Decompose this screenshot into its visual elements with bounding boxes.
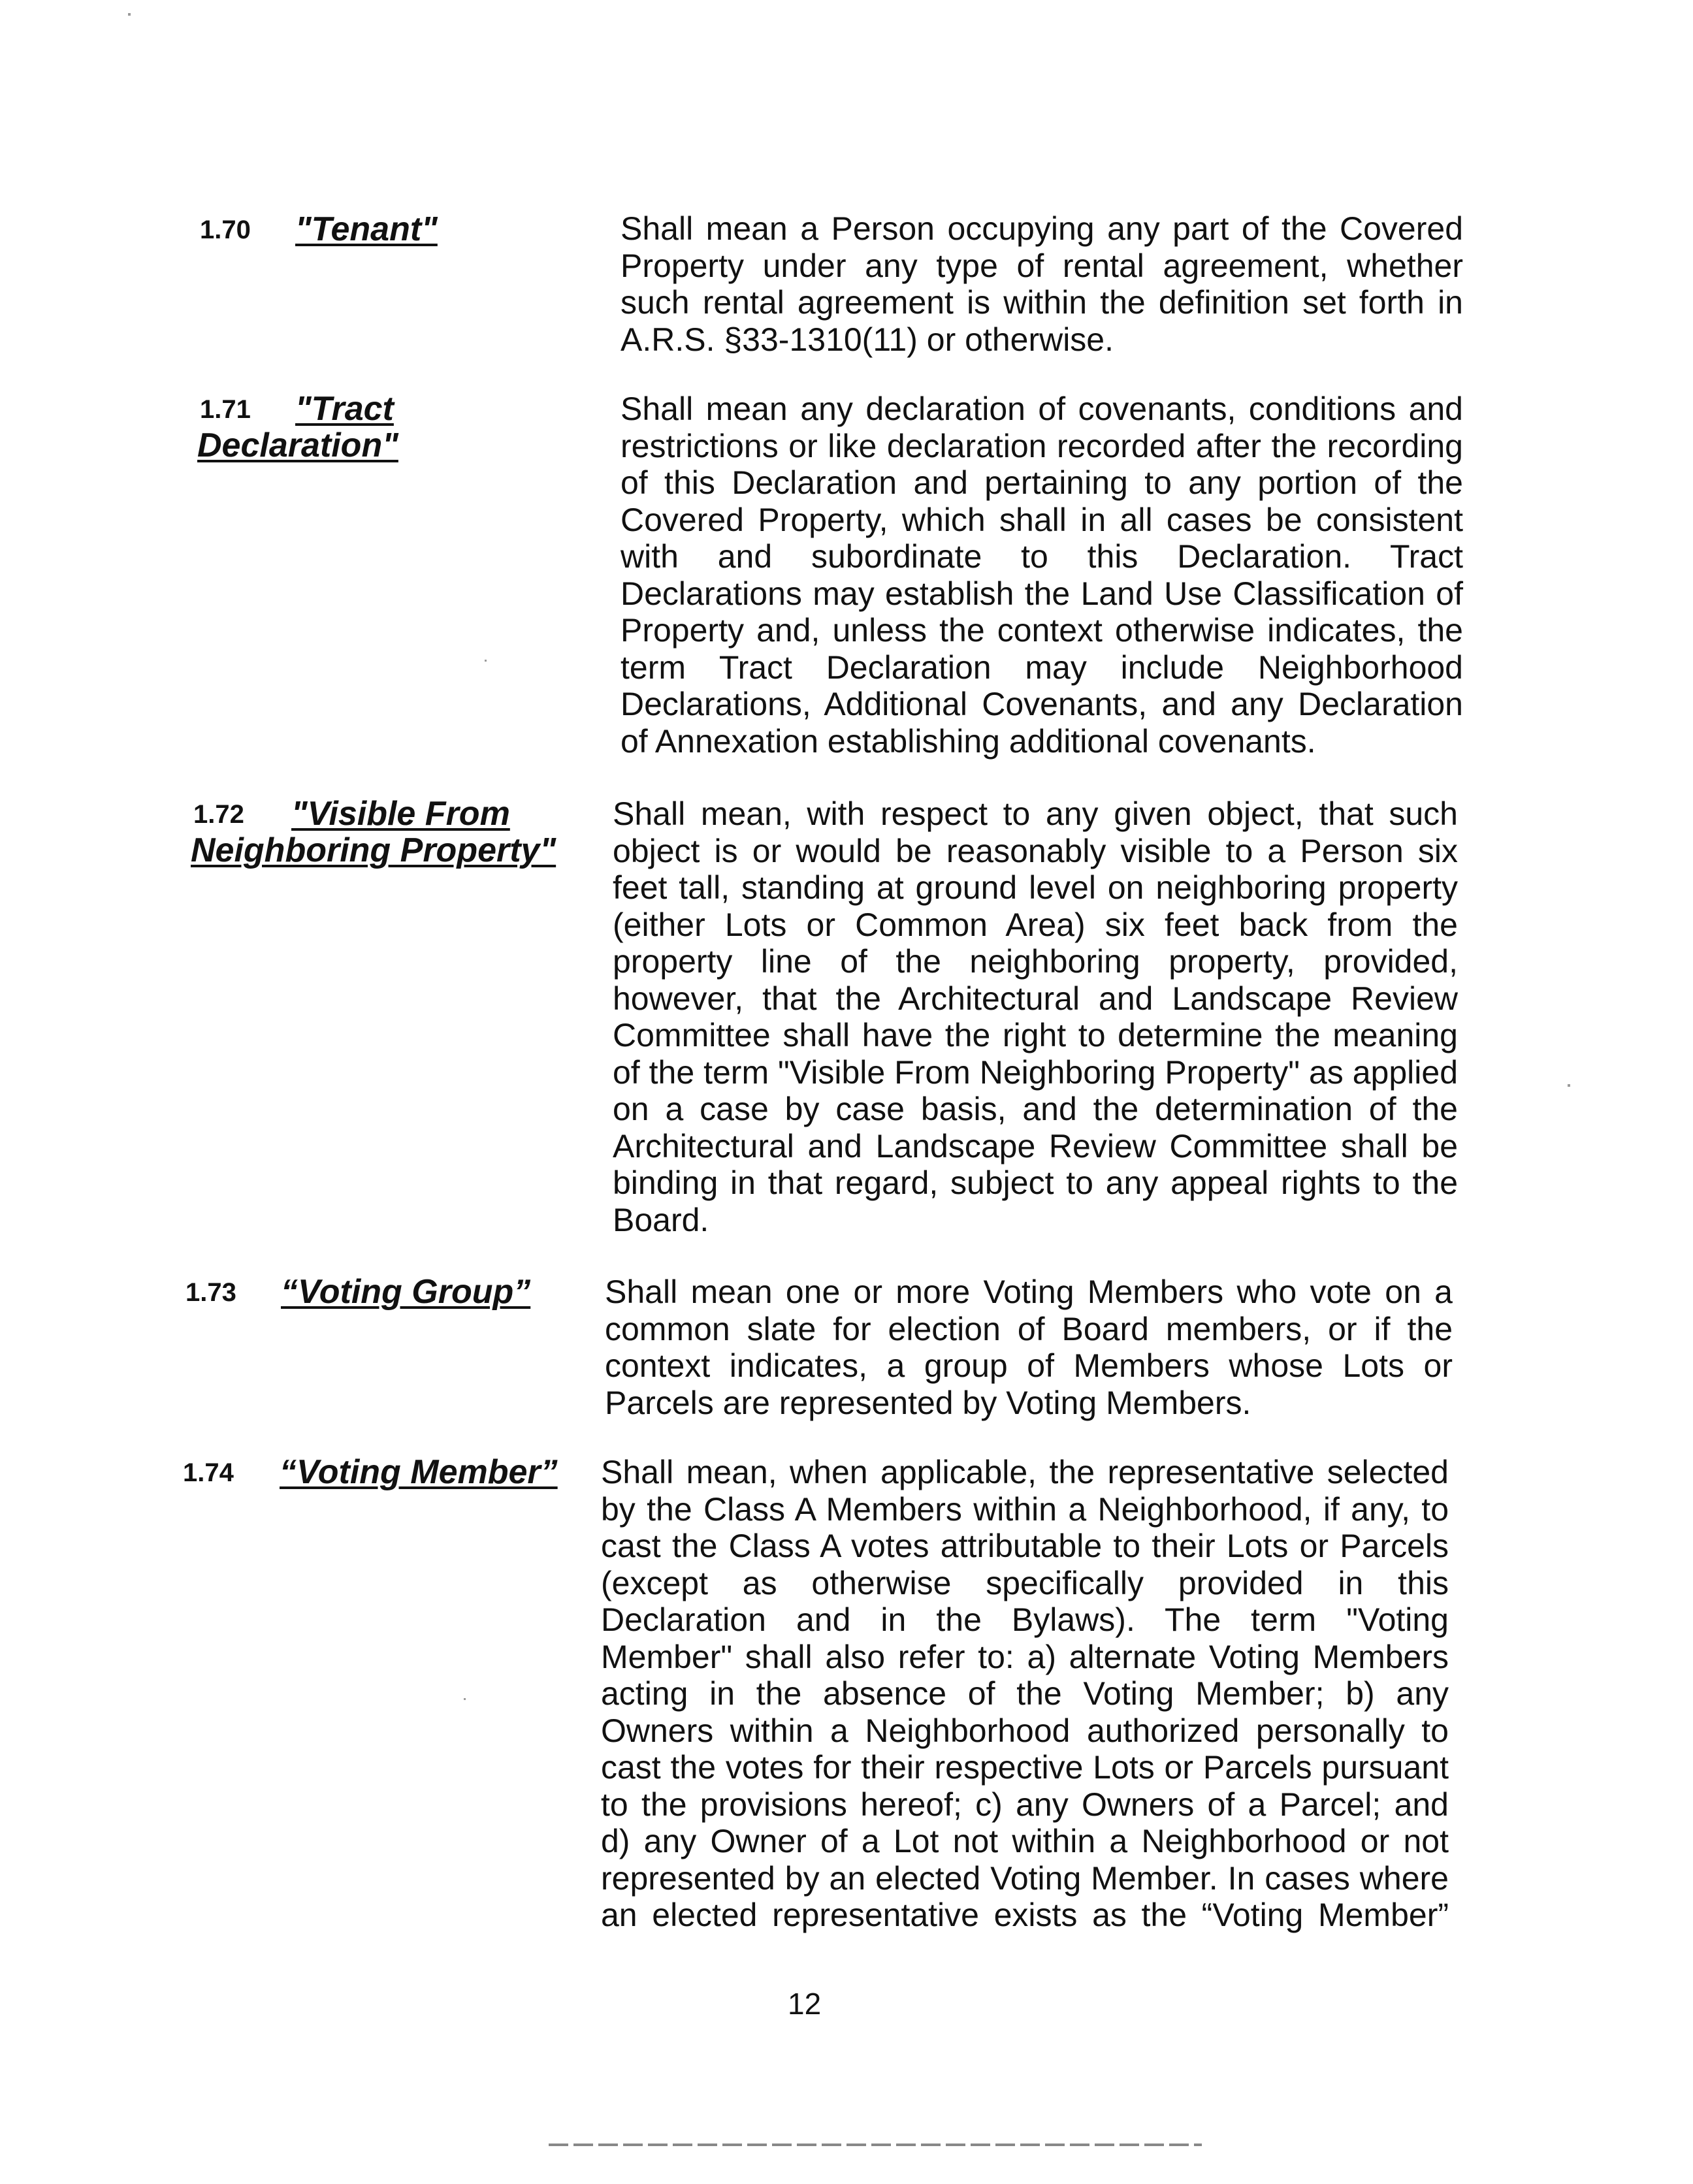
defined-term-continuation: Neighboring Property": [191, 831, 556, 869]
scan-speck: [128, 13, 131, 16]
defined-term-continuation: Declaration": [197, 426, 398, 464]
scan-speck: [1568, 1084, 1570, 1087]
defined-term: “Voting Member”: [280, 1453, 558, 1491]
section-number: 1.71: [200, 395, 251, 424]
definition-text: Shall mean, with respect to any given object, that such object is or would be reasonably visible to a Person six feet tall, standing at ground level on neighboring property (either Lots or Common Area) six feet back from the property line of the neighboring property, provided, however, that the Architectural and Landscape Review Committee shall have the right to determine the meaning of the term "Visible From Neighboring Property" as applied on a case by case basis, and the determination of the Architectural and Landscape Review Committee shall be binding in that regard, subject to any appeal rights to the Board.: [613, 795, 1458, 1238]
scan-edge-dots: [549, 2144, 1202, 2146]
definition-text: Shall mean, when applicable, the representative selected by the Class A Members within a Neighborhood, if any, to cast the Class A votes attributable to their Lots or Parcels (except as otherwise specifically provided in this Declaration and in the Bylaws). The term "Voting Member" shall also refer to: a) alternate Voting Members acting in the absence of the Voting Member; b) any Owners within a Neighborhood authorized personally to cast the votes for their respective Lots or Parcels pursuant to the provisions hereof; c) any Owners of a Parcel; and d) any Owner of a Lot not within a Neighborhood or not represented by an elected Voting Member. In cases where an elected representative exists as the “Voting Member”: [601, 1454, 1449, 1933]
defined-term: "Visible From: [291, 795, 510, 833]
section-number: 1.72: [193, 800, 244, 829]
section-number: 1.70: [200, 216, 251, 244]
definition-text: Shall mean a Person occupying any part of the Covered Property under any type of rental agreement, whether such rental agreement is within the definition set forth in A.R.S. §33-1310(11) or otherwise.: [621, 210, 1463, 358]
scan-speck: [485, 660, 487, 662]
section-number: 1.74: [183, 1458, 234, 1487]
defined-term: “Voting Group”: [281, 1273, 531, 1311]
scan-speck: [464, 1698, 466, 1700]
defined-term: "Tract: [295, 390, 394, 428]
defined-term: "Tenant": [295, 210, 438, 248]
section-number: 1.73: [185, 1278, 236, 1307]
definition-text: Shall mean one or more Voting Members who vote on a common slate for election of Board members, or if the context indicates, a group of Members whose Lots or Parcels are represented by Voting Members.: [605, 1274, 1453, 1421]
page-number: 12: [788, 1987, 822, 2021]
definition-text: Shall mean any declaration of covenants, conditions and restrictions or like declaration recorded after the recording of this Declaration and pertaining to any portion of the Covered Property, which shall in all cases be consistent with and subordinate to this Declaration. Tract Declarations may establish the Land Use Classification of Property and, unless the context otherwise indicates, the term Tract Declaration may include Neighborhood Declarations, Additional Covenants, and any Declaration of Annexation establishing additional covenants.: [621, 391, 1463, 760]
